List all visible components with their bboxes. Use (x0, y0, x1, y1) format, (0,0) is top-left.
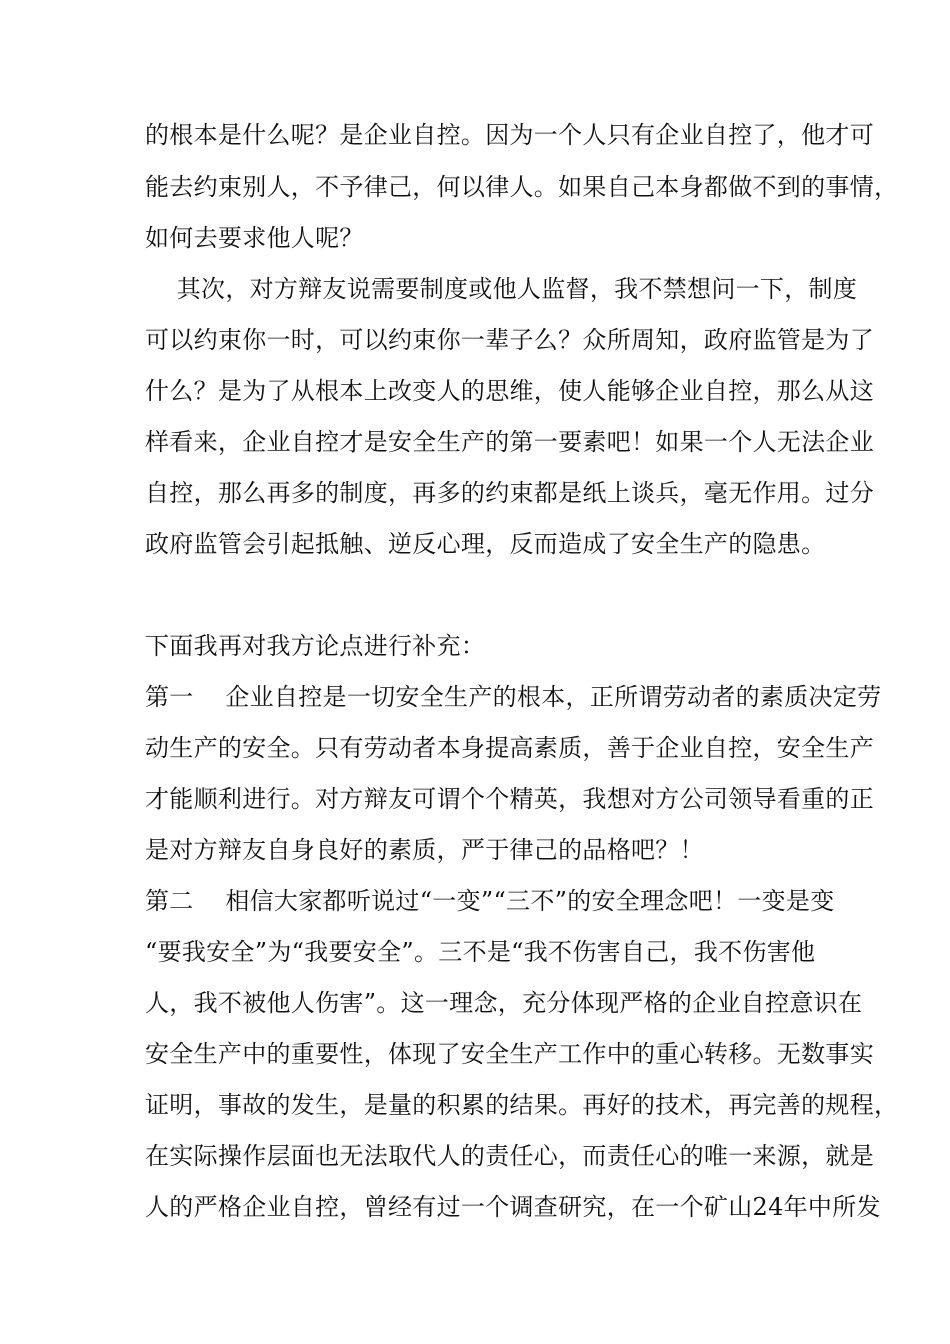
text-line: 第二 相信大家都听说过“一变”“三不”的安全理念吧！一变是变 (145, 887, 835, 915)
text-line: 动生产的安全。只有劳动者本身提高素质，善于企业自控，安全生产 (145, 734, 874, 762)
text-line: 样看来，企业自控才是安全生产的第一要素吧！如果一个人无法企业 (145, 428, 874, 456)
text-line: 的根本是什么呢？是企业自控。因为一个人只有企业自控了，他才可 (145, 121, 874, 149)
text-line: 在实际操作层面也无法取代人的责任心，而责任心的唯一来源，就是 (145, 1142, 874, 1170)
text-line: 如何去要求他人呢？ (145, 224, 364, 252)
text-line: “要我安全”为“我要安全”。三不是“我不伤害自己，我不伤害他 (145, 938, 816, 966)
text-line: 其次，对方辩友说需要制度或他人监督，我不禁想问一下，制度 (145, 275, 858, 303)
text-line: 才能顺利进行。对方辩友可谓个个精英，我想对方公司领导看重的正 (145, 785, 874, 813)
text-line: 可以约束你一时，可以约束你一辈子么？众所周知，政府监管是为了 (145, 326, 874, 354)
text-line: 自控，那么再多的制度，再多的约束都是纸上谈兵，毫无作用。过分 (145, 479, 874, 507)
text-line: 人，我不被他人伤害”。这一理念，充分体现严格的企业自控意识在 (145, 989, 863, 1017)
text-line: 政府监管会引起抵触、逆反心理，反而造成了安全生产的隐患。 (145, 530, 826, 558)
text-line: 第一 企业自控是一切安全生产的根本，正所谓劳动者的素质决定劳 (145, 683, 882, 711)
text-line: 证明，事故的发生，是量的积累的结果。再好的技术，再完善的规程， (145, 1091, 899, 1119)
text-line: 是对方辩友自身良好的素质，严于律己的品格吧？！ (145, 836, 704, 864)
text-line: 人的严格企业自控，曾经有过一个调查研究，在一个矿山24年中所发 (145, 1193, 881, 1221)
text-line: 什么？是为了从根本上改变人的思维，使人能够企业自控，那么从这 (145, 377, 874, 405)
text-line: 下面我再对我方论点进行补充： (145, 632, 486, 660)
text-line: 能去约束别人，不予律己，何以律人。如果自己本身都做不到的事情， (145, 173, 899, 201)
text-line: 安全生产中的重要性，体现了安全生产工作中的重心转移。无数事实 (145, 1040, 874, 1068)
